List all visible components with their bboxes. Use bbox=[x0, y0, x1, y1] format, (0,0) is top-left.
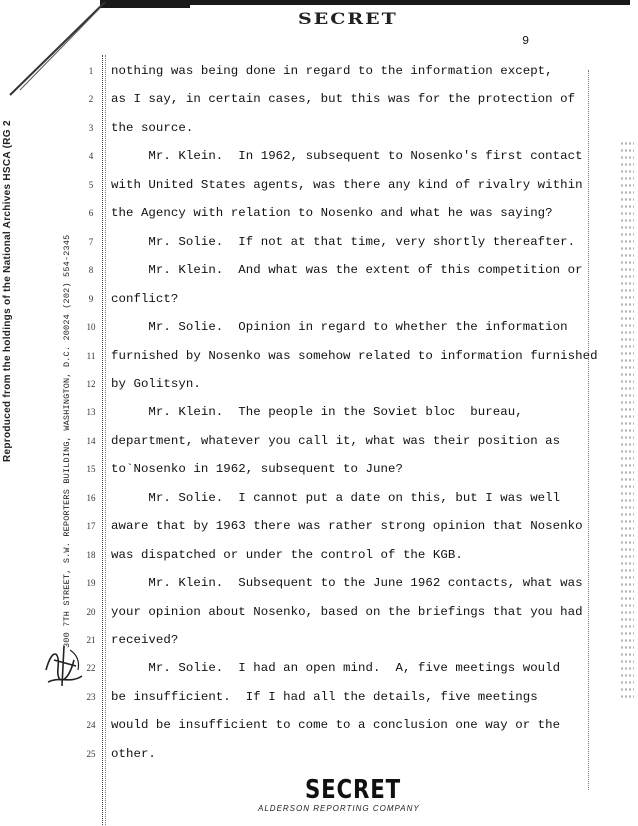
line-number: 18 bbox=[86, 549, 96, 560]
reporter-address: 300 7TH STREET, S.W. REPORTERS BUILDING, WASHINGTON, D.C. 20024 (202) 554-2345 bbox=[62, 234, 72, 648]
transcript-line: the source. bbox=[111, 120, 194, 135]
line-number: 2 bbox=[88, 94, 94, 105]
transcript-line: the Agency with relation to Nosenko and what he was saying? bbox=[111, 206, 553, 221]
transcript-line: received? bbox=[111, 633, 179, 647]
line-number: 13 bbox=[86, 407, 96, 418]
transcript-line: conflict? bbox=[111, 291, 179, 306]
page-number: 9 bbox=[522, 34, 530, 48]
line-number: 17 bbox=[86, 521, 96, 532]
line-number: 10 bbox=[86, 322, 96, 333]
transcript-line: Mr. Solie. If not at that time, very shortly thereafter. bbox=[111, 234, 576, 249]
transcript-line: nothing was being done in regard to the information except, bbox=[111, 64, 553, 78]
left-margin-rule bbox=[102, 55, 103, 825]
right-margin-rule bbox=[588, 70, 589, 790]
transcript-line: would be insufficient to come to a conclusion one way or the bbox=[111, 718, 561, 733]
transcript-line: with United States agents, was there any kind of rivalry within bbox=[111, 177, 583, 192]
transcript-line: as I say, in certain cases, but this was for the protection of bbox=[111, 92, 576, 107]
line-number: 8 bbox=[88, 265, 94, 276]
line-number: 7 bbox=[88, 236, 94, 247]
line-number: 23 bbox=[86, 691, 96, 702]
transcript-line: Mr. Klein. And what was the extent of this competition or bbox=[111, 263, 583, 278]
line-number: 25 bbox=[86, 748, 96, 759]
line-number: 9 bbox=[88, 293, 94, 304]
transcript-line: department, whatever you call it, what was their position as bbox=[111, 433, 561, 448]
transcript-line: aware that by 1963 there was rather strong opinion that Nosenko bbox=[111, 519, 583, 534]
reporting-company: ALDERSON REPORTING COMPANY bbox=[258, 804, 420, 813]
line-number: 19 bbox=[86, 578, 96, 589]
transcript-line: Mr. Solie. Opinion in regard to whether the information bbox=[111, 320, 568, 335]
handwritten-initials bbox=[40, 640, 88, 690]
line-number: 24 bbox=[86, 720, 96, 731]
transcript-line: Mr. Klein. Subsequent to the June 1962 contacts, what was bbox=[111, 576, 583, 591]
line-number: 21 bbox=[86, 635, 96, 645]
line-number: 5 bbox=[88, 179, 94, 190]
transcript-line: Mr. Klein. The people in the Soviet bloc bureau, bbox=[111, 405, 523, 420]
header-secret-stamp: SECRET bbox=[298, 9, 398, 29]
line-number: 16 bbox=[86, 492, 96, 503]
transcript-line: Mr. Klein. In 1962, subsequent to Nosenko's first contact bbox=[111, 149, 583, 164]
transcript-line: Mr. Solie. I cannot put a date on this, but I was well bbox=[111, 490, 561, 505]
transcript-line: by Golitsyn. bbox=[111, 376, 201, 391]
line-number: 20 bbox=[86, 606, 96, 617]
transcript-line: furnished by Nosenko was somehow related to information furnished bbox=[111, 348, 598, 363]
left-margin-rule-inner bbox=[105, 55, 106, 825]
line-number: 4 bbox=[88, 151, 94, 162]
line-number: 22 bbox=[86, 663, 96, 674]
transcript-line: was dispatched or under the control of the KGB. bbox=[111, 547, 463, 562]
line-number: 11 bbox=[86, 350, 96, 361]
scan-top-edge bbox=[110, 0, 630, 5]
line-number: 6 bbox=[88, 208, 94, 219]
line-number: 1 bbox=[88, 66, 94, 76]
scan-speckle bbox=[620, 140, 634, 700]
transcript-line: Mr. Solie. I had an open mind. A, five meetings would bbox=[111, 661, 561, 676]
line-number: 15 bbox=[86, 464, 96, 475]
footer-secret-stamp: SECRET bbox=[305, 775, 402, 805]
transcript-line: be insufficient. If I had all the details, five meetings bbox=[111, 689, 538, 704]
archive-margin-note: Reproduced from the holdings of the National Archives HSCA (RG 2 bbox=[2, 120, 13, 462]
line-number: 14 bbox=[86, 435, 96, 446]
line-number: 3 bbox=[88, 122, 94, 133]
transcript-line: to`Nosenko in 1962, subsequent to June? bbox=[111, 462, 403, 477]
transcript-line: other. bbox=[111, 746, 156, 761]
transcript-line: your opinion about Nosenko, based on the briefings that you had bbox=[111, 604, 583, 619]
line-number: 12 bbox=[86, 378, 96, 389]
